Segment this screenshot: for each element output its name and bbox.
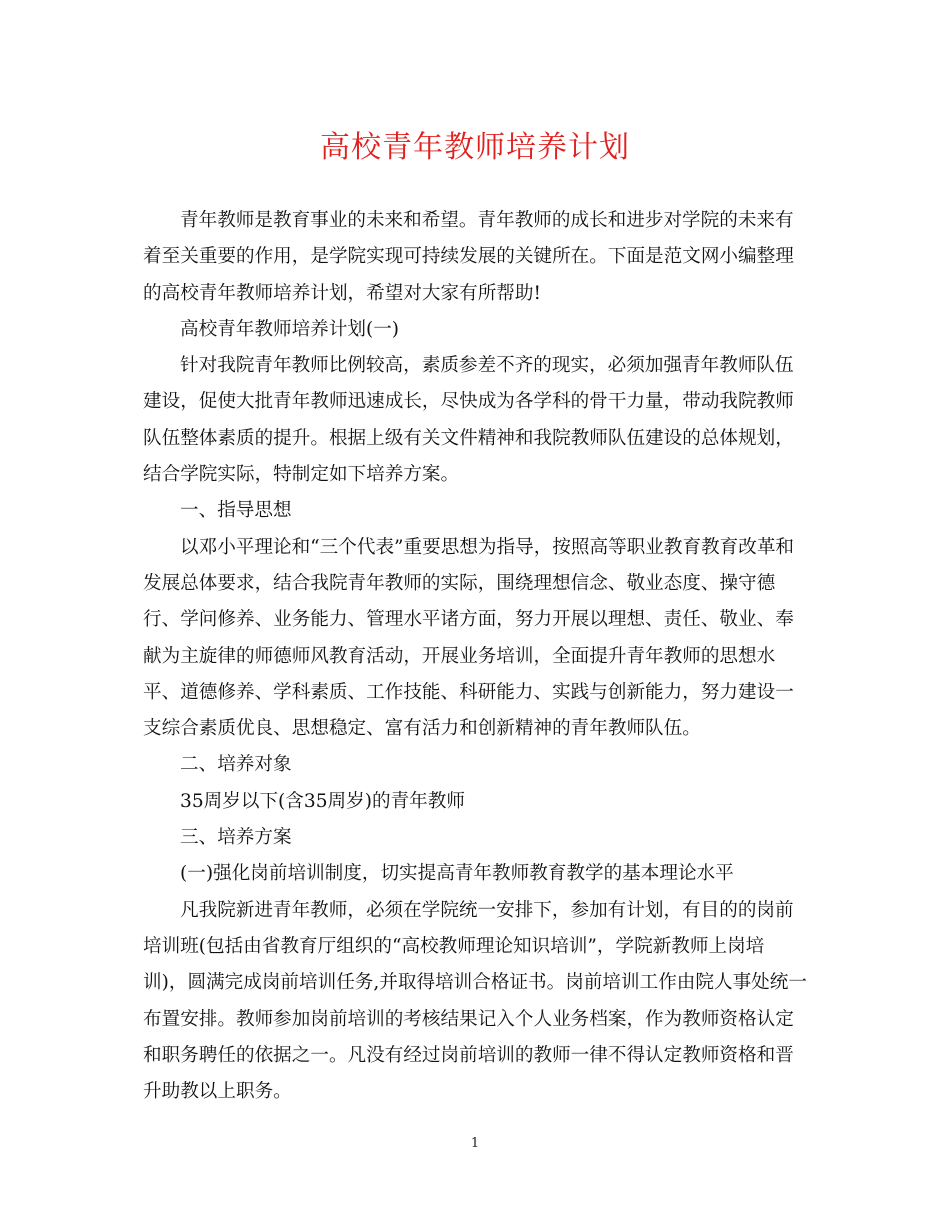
body-paragraph: 凡我院新进青年教师，必须在学院统一安排下，参加有计划，有目的的岗前培训班(包括由省教育厅组织的“高校教师理论知识培训”，学院新教师上岗培训)，圆满完成岗前培训任务,并取得培训合格证书。岗前培训工作由院人事处统一布置安排。教师参加岗前培训的考核结果记入个人业务档案，作为教师资格认定和职务聘任的依据之一。凡没有经过岗前培训的教师一律不得认定教师资格和晋升助教以上职务。	[143, 899, 807, 1103]
body-paragraph: 针对我院青年教师比例较高，素质参差不齐的现实，必须加强青年教师队伍建设，促使大批青年教师迅速成长，尽快成为各学科的骨干力量，带动我院教师队伍整体素质的提升。根据上级有关文件精神和我院教师队伍建设的总体规划，结合学院实际，特制定如下培养方案。	[143, 355, 794, 486]
section-heading-plan-one: 高校青年教师培养计划(一)	[180, 318, 400, 340]
subsection-heading: (一)强化岗前培训制度，切实提高青年教师教育教学的基本理论水平	[180, 863, 734, 885]
page-number: 1	[470, 1136, 480, 1151]
body-paragraph: 35周岁以下(含35周岁)的青年教师	[180, 790, 465, 812]
document-body	[143, 203, 808, 1110]
section-heading-training-target: 二、培养对象	[180, 754, 292, 776]
document-title: 高校青年教师培养计划	[320, 130, 630, 165]
section-heading-guiding-ideology: 一、指导思想	[180, 500, 292, 522]
body-paragraph: 以邓小平理论和“三个代表”重要思想为指导，按照高等职业教育教育改革和发展总体要求，结合我院青年教师的实际，围绕理想信念、敬业态度、操守德行、学问修养、业务能力、管理水平诸方面，努力开展以理想、责任、敬业、奉献为主旋律的师德师风教育活动，开展业务培训，全面提升青年教师的思想水平、道德修养、学科素质、工作技能、科研能力、实践与创新能力，努力建设一支综合素质优良、思想稳定、富有活力和创新精神的青年教师队伍。	[143, 536, 795, 740]
intro-paragraph: 青年教师是教育事业的未来和希望。青年教师的成长和进步对学院的未来有着至关重要的作用，是学院实现可持续发展的关键所在。下面是范文网小编整理的高校青年教师培养计划，希望对大家有所帮助!	[143, 210, 794, 304]
section-heading-training-plan: 三、培养方案	[180, 827, 292, 849]
